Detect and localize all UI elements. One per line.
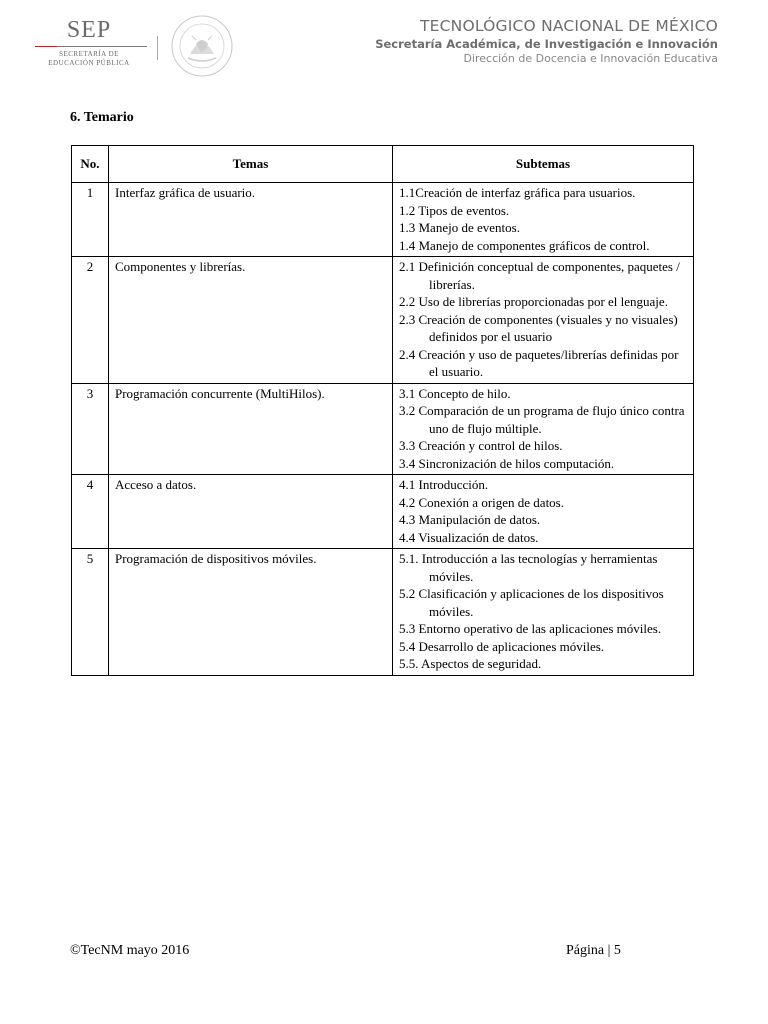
subtema-item: 2.4 Creación y uso de paquetes/librerías definidas por el usuario.	[399, 346, 679, 379]
header-no: No.	[72, 146, 109, 183]
table-row	[72, 383, 694, 475]
subtema-item: 4.2 Conexión a origen de datos.	[399, 494, 564, 510]
subtema-item: 4.3 Manipulación de datos.	[399, 512, 541, 527]
direction-name: Dirección de Docencia e Innovación Educativa	[463, 52, 718, 65]
subtema-item: 3.4 Sincronización de hilos computación.	[399, 455, 615, 471]
table-header-row	[72, 146, 694, 183]
national-seal-icon	[170, 14, 234, 78]
subtema-item: 5.4 Desarrollo de aplicaciones móviles.	[399, 638, 605, 654]
row-subtemas	[393, 383, 694, 475]
sep-logo	[35, 18, 155, 68]
subtema-item: 5.5. Aspectos de seguridad.	[399, 656, 542, 671]
subtema-item: 1.3 Manejo de eventos.	[399, 220, 520, 235]
row-subtemas	[393, 257, 694, 384]
row-number: 1	[72, 183, 109, 257]
sep-logo-text: SEP	[66, 17, 112, 43]
institution-block	[375, 16, 718, 66]
table-row	[72, 183, 694, 257]
institution-name: TECNOLÓGICO NACIONAL DE MÉXICO	[419, 17, 718, 35]
subtema-item: 5.1. Introducción a las tecnologías y herramientas móviles.	[399, 551, 658, 584]
row-number: 2	[72, 257, 109, 384]
subtema-item: 1.1Creación de interfaz gráfica para usuarios.	[399, 185, 636, 200]
temario-table	[71, 145, 694, 676]
row-tema: Programación concurrente (MultiHilos).	[109, 383, 393, 475]
secretariat-name: Secretaría Académica, de Investigación e Innovación	[375, 37, 718, 51]
row-subtemas	[393, 183, 694, 257]
row-subtemas	[393, 475, 694, 549]
subtema-item: 4.4 Visualización de datos.	[399, 529, 539, 545]
page-header	[0, 0, 768, 90]
row-number: 5	[72, 549, 109, 676]
row-number: 3	[72, 383, 109, 475]
sep-subtitle-line1: SECRETARÍA DE	[59, 50, 119, 58]
row-tema: Interfaz gráfica de usuario.	[109, 183, 393, 257]
row-number: 4	[72, 475, 109, 549]
subtema-item: 3.3 Creación y control de hilos.	[399, 438, 563, 453]
subtema-item: 2.3 Creación de componentes (visuales y no visuales) definidos por el usuario	[399, 311, 678, 344]
footer-copyright: ©TecNM mayo 2016	[70, 943, 190, 958]
subtema-item: 1.4 Manejo de componentes gráficos de control.	[399, 237, 650, 253]
logo-divider	[157, 36, 158, 60]
subtema-item: 5.3 Entorno operativo de las aplicaciones móviles.	[399, 621, 662, 636]
row-subtemas	[393, 549, 694, 676]
table-row	[72, 549, 694, 676]
subtema-item: 2.2 Uso de librerías proporcionadas por el lenguaje.	[399, 294, 668, 309]
section-title: 6. Temario	[70, 110, 134, 125]
subtema-item: 2.1 Definición conceptual de componentes, paquetes / librerías.	[399, 259, 680, 292]
sep-logo-rule	[35, 46, 147, 47]
footer-page-number: Página | 5	[566, 943, 621, 958]
header-subtemas: Subtemas	[393, 146, 694, 183]
header-temas: Temas	[109, 146, 393, 183]
table-row	[72, 257, 694, 384]
row-tema: Acceso a datos.	[109, 475, 393, 549]
sep-subtitle-line2: EDUCACIÓN PÚBLICA	[48, 59, 130, 67]
table-row	[72, 475, 694, 549]
subtema-item: 1.2 Tipos de eventos.	[399, 202, 510, 218]
subtema-item: 3.1 Concepto de hilo.	[399, 385, 511, 401]
subtema-item: 3.2 Comparación de un programa de flujo único contra uno de flujo múltiple.	[399, 403, 685, 436]
sep-logo-subtitle	[35, 50, 143, 68]
row-tema: Componentes y librerías.	[109, 257, 393, 384]
subtema-item: 5.2 Clasificación y aplicaciones de los dispositivos móviles.	[399, 586, 664, 619]
row-tema: Programación de dispositivos móviles.	[109, 549, 393, 676]
subtema-item: 4.1 Introducción.	[399, 477, 489, 492]
